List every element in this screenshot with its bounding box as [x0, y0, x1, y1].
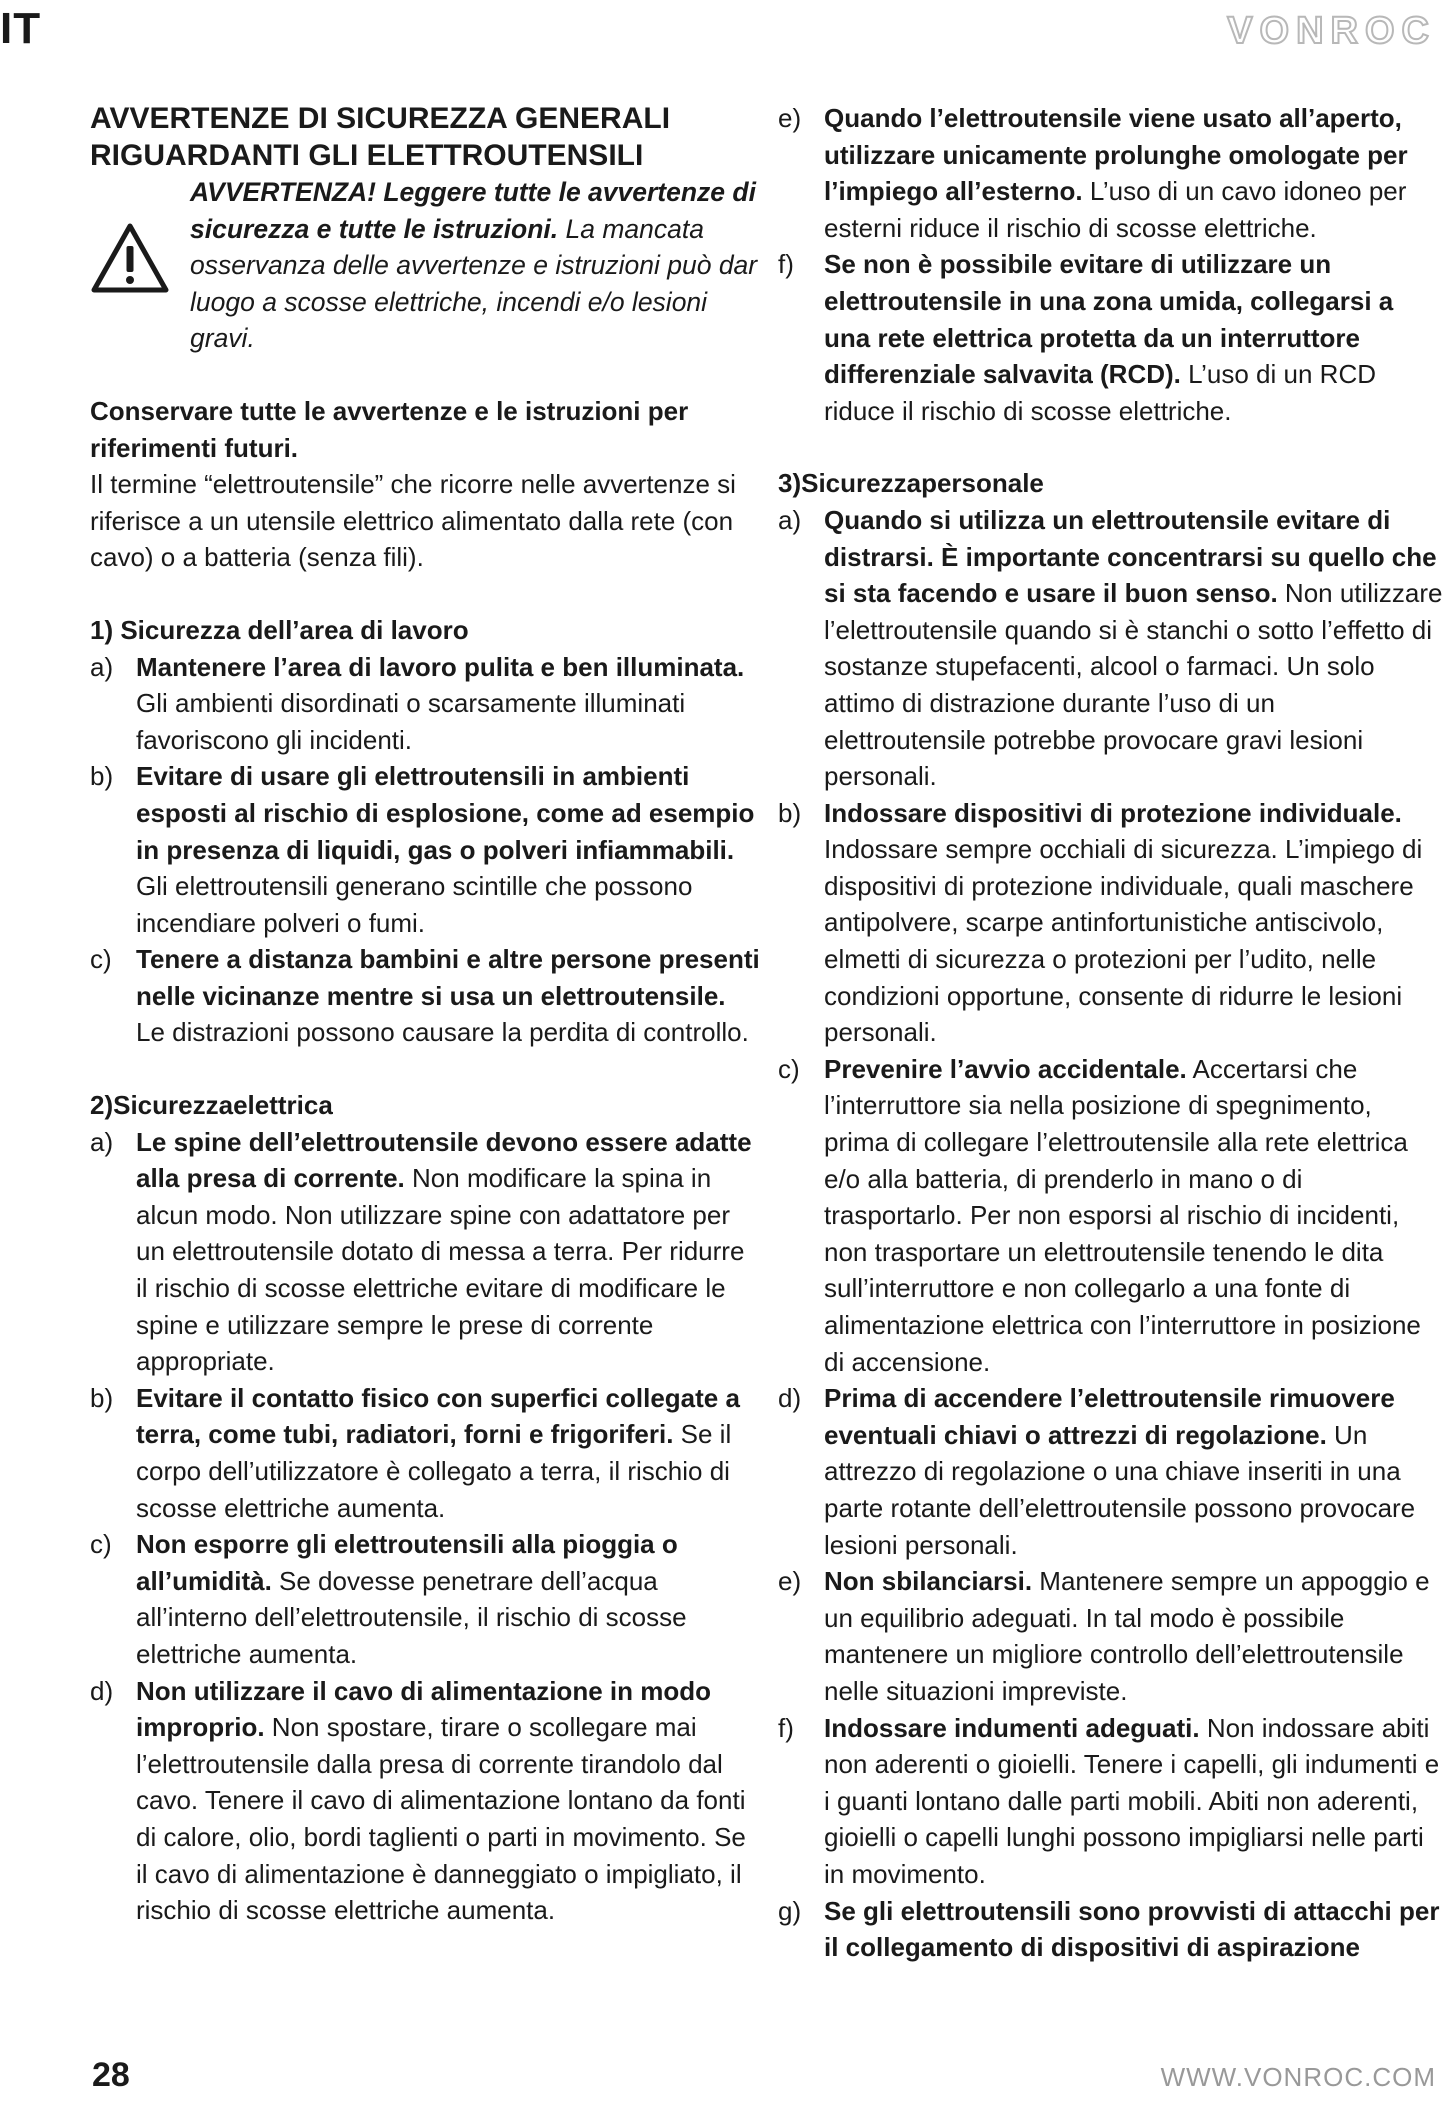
list-item-text — [136, 1124, 760, 1380]
section-1-list — [90, 649, 760, 1052]
list-item-bold: Tenere a distanza bambini e altre persone presenti nelle vicinanze mentre si usa un elettroutensile. — [136, 944, 760, 1011]
list-item-label: c) — [778, 1053, 800, 1084]
list-item-bold: Evitare il contatto fisico con superfici collegate a terra, come tubi, radiatori, forni e frigoriferi. — [136, 1382, 740, 1450]
list-item-body: Se dovesse penetrare dell’acqua all’interno dell’elettroutensile, il rischio di scosse elettriche aumenta. — [136, 1565, 687, 1669]
list-item-label: b) — [778, 797, 802, 828]
list-item-bold: Indossare dispositivi di protezione individuale. — [824, 797, 1402, 828]
list-item-bold: Se gli elettroutensili sono provvisti di attacchi per il collegamento di dispositivi di aspirazione — [824, 1895, 1440, 1963]
list-item — [90, 758, 760, 941]
section-3-list — [778, 502, 1443, 1966]
list-item-text — [824, 1893, 1443, 1966]
list-item-label: b) — [90, 1382, 114, 1413]
list-item-bold: Non esporre gli elettroutensili alla pioggia o all’umidità. — [136, 1529, 678, 1596]
list-item-bold: Quando si utilizza un elettroutensile evitare di distrarsi. È importante concentrarsi su quello che si sta facendo e usare il buon senso. — [824, 504, 1437, 609]
list-item-label: a) — [778, 504, 802, 535]
list-item-body: Mantenere sempre un appoggio e un equilibrio adeguati. In tal modo è possibile mantenere un migliore controllo dell’elettroutensile nelle situazioni impreviste. — [824, 1566, 1430, 1706]
section-1-title: 1) Sicurezza dell’area di lavoro — [90, 614, 469, 645]
list-item — [778, 795, 1443, 1051]
list-item-body: Non spostare, tirare o scollegare mai l’elettroutensile dalla presa di corrente tirandolo dal cavo. Tenere il cavo di alimentazione lontano da fonti di calore, olio, bordi taglienti o parti in movimento. Se il cavo di alimentazione è danneggiato o impigliato, il rischio di scosse elettriche aumenta. — [136, 1712, 746, 1926]
list-item-text — [824, 1380, 1443, 1563]
list-item — [778, 502, 1443, 795]
list-item-text — [824, 502, 1443, 795]
list-item-body: Gli ambienti disordinati o scarsamente illuminati favoriscono gli incidenti. — [136, 688, 686, 755]
list-item-body: Non utilizzare l’elettroutensile quando si è stanchi o sotto l’effetto di sostanze stupefacenti, alcool o farmaci. Un solo attimo di distrazione durante l’uso di un elettroutensile potrebbe provocare gravi lesioni personali. — [824, 578, 1443, 792]
list-item-label: c) — [90, 1529, 112, 1560]
list-item-body: L’uso di un RCD riduce il rischio di scosse elettriche. — [824, 359, 1376, 426]
warning-triangle-icon — [90, 222, 170, 294]
list-item-label: b) — [90, 761, 114, 792]
list-item-bold: Quando l’elettroutensile viene usato all’aperto, utilizzare unicamente prolunghe omologate per l’impiego all’esterno. — [824, 103, 1408, 207]
list-item — [778, 1380, 1443, 1563]
left-column — [90, 100, 760, 1929]
keep-instructions: Conservare tutte le avvertenze e le istruzioni per riferimenti futuri. — [90, 395, 689, 463]
list-item-text — [136, 758, 760, 941]
list-item-label: a) — [90, 651, 114, 682]
list-item — [90, 941, 760, 1051]
list-item-bold: Se non è possibile evitare di utilizzare un elettroutensile in una zona umida, collegarsi a una rete elettrica protetta da un interruttore differenziale salvavita (RCD). — [824, 249, 1394, 390]
list-item-text — [824, 795, 1443, 1051]
list-item — [778, 246, 1443, 429]
list-item — [90, 1673, 760, 1929]
list-item-text — [136, 941, 760, 1051]
list-item-bold: Mantenere l’area di lavoro pulita e ben illuminata. — [136, 651, 745, 682]
list-item-text — [824, 246, 1443, 429]
warning-text — [190, 174, 760, 357]
section-2-continued-list — [778, 100, 1443, 429]
list-item-text — [824, 1710, 1443, 1893]
list-item — [90, 1380, 760, 1526]
list-item-body: Non modificare la spina in alcun modo. Non utilizzare spine con adattatore per un elettroutensile dotato di messa a terra. Per ridurre il rischio di scosse elettriche evitare di modificare le spine e utilizzare sempre le prese di corrente appropriate. — [136, 1163, 745, 1377]
list-item — [90, 1124, 760, 1380]
list-item-label: d) — [778, 1383, 802, 1414]
list-item-label: e) — [778, 1566, 802, 1597]
list-item-text — [824, 1563, 1443, 1709]
list-item-text — [824, 100, 1443, 246]
list-item-text — [824, 1051, 1443, 1380]
list-item-text — [136, 1526, 760, 1672]
list-item-label: f) — [778, 1712, 794, 1743]
term-definition: Il termine “elettroutensile” che ricorre nelle avvertenze si riferisce a un utensile elettrico alimentato dalla rete (con cavo) o a batteria (senza fili). — [90, 469, 736, 573]
list-item-body: Se il corpo dell’utilizzatore è collegato a terra, il rischio di scosse elettriche aumenta. — [136, 1419, 732, 1523]
list-item-label: d) — [90, 1675, 114, 1706]
section-2-list — [90, 1124, 760, 1929]
warning-bold: AVVERTENZA! Leggere tutte le avvertenze di sicurezza e tutte le istruzioni. — [190, 177, 756, 244]
list-item-label: a) — [90, 1126, 114, 1157]
list-item-bold: Non utilizzare il cavo di alimentazione in modo improprio. — [136, 1675, 711, 1743]
list-item — [90, 649, 760, 759]
list-item-bold: Evitare di usare gli elettroutensili in ambienti esposti al rischio di esplosione, come ad esempio in presenza di liquidi, gas o polveri infiammabili. — [136, 761, 755, 865]
list-item-bold: Non sbilanciarsi. — [824, 1566, 1033, 1597]
list-item-bold: Prevenire l’avvio accidentale. — [824, 1053, 1187, 1084]
list-item — [778, 1051, 1443, 1380]
list-item-body: Le distrazioni possono causare la perdita di controllo. — [136, 1017, 749, 1048]
list-item-body: Un attrezzo di regolazione o una chiave inseriti in una parte rotante dell’elettroutensile possono provocare lesioni personali. — [824, 1419, 1416, 1560]
list-item-label: g) — [778, 1895, 802, 1926]
right-column — [778, 100, 1443, 1966]
list-item — [778, 1710, 1443, 1893]
warning-block — [90, 174, 760, 357]
brand-logo: VONROC — [1227, 10, 1436, 52]
section-3-title: 3)Sicurezzapersonale — [778, 468, 1044, 499]
list-item-text — [136, 1380, 760, 1526]
section-heading: AVVERTENZE DI SICUREZZA GENERALI RIGUARDANTI GLI ELETTROUTENSILI — [90, 102, 671, 172]
list-item — [778, 100, 1443, 246]
list-item-bold: Le spine dell’elettroutensile devono essere adatte alla presa di corrente. — [136, 1126, 752, 1194]
list-item — [90, 1526, 760, 1672]
list-item-label: c) — [90, 944, 112, 975]
list-item-body: L’uso di un cavo idoneo per esterni riduce il rischio di scosse elettriche. — [824, 176, 1407, 243]
footer-url: WWW.VONROC.COM — [1160, 2062, 1436, 2092]
list-item-text — [136, 1673, 760, 1929]
list-item-body: Gli elettroutensili generano scintille che possono incendiare polveri o fumi. — [136, 871, 693, 938]
page-number: 28 — [92, 2056, 130, 2094]
list-item-body: Indossare sempre occhiali di sicurezza. L’impiego di dispositivi di protezione individuale, quali maschere antipolvere, scarpe antinfortunistiche antiscivolo, elmetti di sicurezza o protezioni per l’udito, nelle condizioni opportune, consente di ridurre le lesioni personali. — [824, 834, 1423, 1048]
list-item-bold: Indossare indumenti adeguati. — [824, 1712, 1200, 1743]
list-item-body: Accertarsi che l’interruttore sia nella posizione di spegnimento, prima di collegare l’elettroutensile alla rete elettrica e/o alla batteria, di prenderlo in mano o di trasportarlo. Per non esporsi al rischio di incidenti, non trasportare un elettroutensile tenendo le dita sull’interruttore e non collegarlo a una fonte di alimentazione elettrica con l’interruttore in posizione di accensione. — [824, 1053, 1421, 1377]
list-item-text — [136, 649, 760, 759]
section-2-title: 2)Sicurezzaelettrica — [90, 1090, 333, 1121]
list-item-bold: Prima di accendere l’elettroutensile rimuovere eventuali chiavi o attrezzi di regolazione. — [824, 1383, 1395, 1450]
language-code: IT — [0, 4, 42, 53]
list-item — [778, 1563, 1443, 1709]
list-item — [778, 1893, 1443, 1966]
list-item-label: f) — [778, 249, 794, 280]
warning-body: La mancata osservanza delle avvertenze e istruzioni può dar luogo a scosse elettriche, incendi e/o lesioni gravi. — [190, 213, 758, 354]
list-item-label: e) — [778, 103, 802, 133]
list-item-body: Non indossare abiti non aderenti o gioielli. Tenere i capelli, gli indumenti e i guanti lontano dalle parti mobili. Abiti non aderenti, gioielli o capelli lunghi possono impigliarsi nelle parti in movimento. — [824, 1712, 1440, 1889]
